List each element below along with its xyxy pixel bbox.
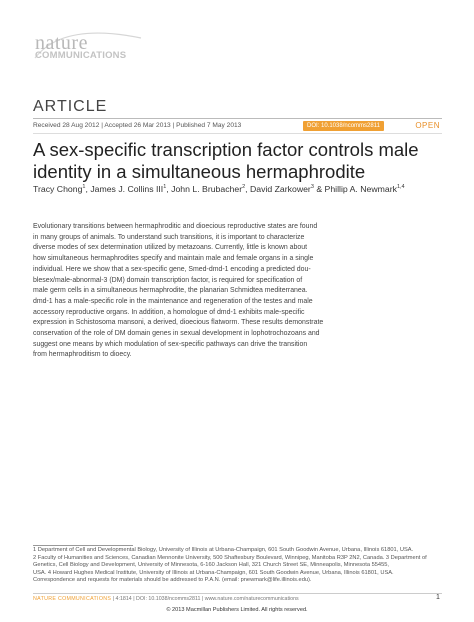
affiliation-line: 1 Department of Cell and Developmental Biology, University of Illinois at Urbana-Champaign, 601 South Goodwin Avenue, Urbana, Illinois 61801, USA. xyxy=(33,547,414,553)
copyright-notice: © 2013 Macmillan Publishers Limited. All rights reserved. xyxy=(166,607,308,613)
abstract-line: dmd-1 has a male-specific role in the maintenance and regeneration of the testes and male xyxy=(33,297,313,305)
article-title xyxy=(33,139,453,183)
page-number: 1 xyxy=(436,594,440,601)
author-separator: , xyxy=(245,184,250,194)
author-name[interactable]: James J. Collins III xyxy=(90,184,164,194)
author-list xyxy=(33,184,453,194)
author-affiliation-mark: 2 xyxy=(242,184,246,191)
title-line: A sex-specific transcription factor controls male xyxy=(33,139,419,160)
abstract-line: accessory reproductive organs. In addition, a homologue of dmd-1 exhibits male-specific xyxy=(33,308,305,316)
author-affiliation-mark: 1 xyxy=(82,184,86,191)
author-name[interactable]: John L. Brubacher xyxy=(171,184,243,194)
abstract-line: suggest one means by which modulation of sex-specific pathways can drive the transition xyxy=(33,340,308,348)
publication-dates: Received 28 Aug 2012 | Accepted 26 Mar 2013 | Published 7 May 2013 xyxy=(33,122,242,129)
footer-journal-name: NATURE COMMUNICATIONS xyxy=(33,596,112,602)
meta-rule xyxy=(33,133,442,134)
footer-rule xyxy=(33,593,442,594)
affiliation-line: 2 Faculty of Humanities and Sciences, Canadian Mennonite University, 500 Shaftesbury Boulevard, Winnipeg, Manitoba R3P 2N2, Canada. 3 Department of xyxy=(33,554,427,561)
author-name[interactable]: Tracy Chong xyxy=(33,184,83,194)
doi-badge[interactable]: DOI: 10.1038/ncomms2811 xyxy=(303,121,384,131)
abstract-line: individual. Here we show that a sex-specific gene, Smed-dmd-1 encoding a predicted dou- xyxy=(33,265,311,273)
article-type-label: ARTICLE xyxy=(33,98,108,115)
affiliation-line: USA. 4 Howard Hughes Medical Institute, University of Illinois at Urbana-Champaign, 601 South Goodwin Avenue, Urbana, Illinois 61801, USA. xyxy=(33,569,394,576)
open-access-label: OPEN xyxy=(415,121,440,130)
logo-word-nature: nature xyxy=(35,32,88,54)
author-affiliation-mark: 3 xyxy=(310,184,314,191)
abstract-line: blesex/male-abnormal-3 (DM) domain transcription factor, is required for specification of xyxy=(33,276,303,284)
author-separator: , xyxy=(166,184,172,194)
logo-word-communications: COMMUNICATIONS xyxy=(35,50,127,61)
abstract-line: Evolutionary transitions between hermaphroditic and dioecious reproductive states are found xyxy=(33,223,318,230)
footer-citation-text[interactable]: | 4:1814 | DOI: 10.1038/ncomms2811 | www.nature.com/naturecommunications xyxy=(112,596,299,602)
abstract xyxy=(33,222,348,361)
abstract-line: conservation of the role of DM domain genes in sexual development in lophotrochozoans and xyxy=(33,330,320,338)
abstract-line: in many groups of animals. To understand such transitions, it is important to characterize xyxy=(33,233,305,241)
author-separator: & xyxy=(313,184,325,194)
author-separator: , xyxy=(85,184,91,194)
abstract-line: expression in Schistosoma mansoni, a derived, dioecious flatworm. These results demonstrate xyxy=(33,319,324,327)
abstract-line: diverse modes of sex determination utilized by metazoans. Currently, little is known about xyxy=(33,244,308,252)
abstract-line: how simultaneous hermaphrodites specify and maintain male and female organs in a single xyxy=(33,255,314,263)
journal-logo xyxy=(33,28,143,62)
affiliation-line: Genetics, Cell Biology and Development, University of Minnesota, 6-160 Jackson Hall, 321 Church Street SE, Minneapolis, Minnesota 55455, xyxy=(33,562,389,569)
footer-citation xyxy=(33,596,299,602)
abstract-line: from hermaphroditism to dioecy. xyxy=(33,351,132,359)
author-affiliation-mark: 1,4 xyxy=(396,184,405,191)
author-name[interactable]: Phillip A. Newmark xyxy=(324,184,397,194)
correspondence-line[interactable]: Correspondence and requests for materials should be addressed to P.A.N. (email: pnewmark@life.illinois.edu). xyxy=(33,577,312,584)
abstract-line: male germ cells in a simultaneous hermaphrodite, the planarian Schmidtea mediterranea. xyxy=(33,287,308,295)
title-line: identity in a simultaneous hermaphrodite xyxy=(33,161,366,182)
affiliations xyxy=(33,547,445,585)
affiliations-rule xyxy=(33,545,133,546)
author-affiliation-mark: 1 xyxy=(163,184,167,191)
author-name[interactable]: David Zarkower xyxy=(250,184,311,194)
article-meta-row xyxy=(33,119,442,133)
